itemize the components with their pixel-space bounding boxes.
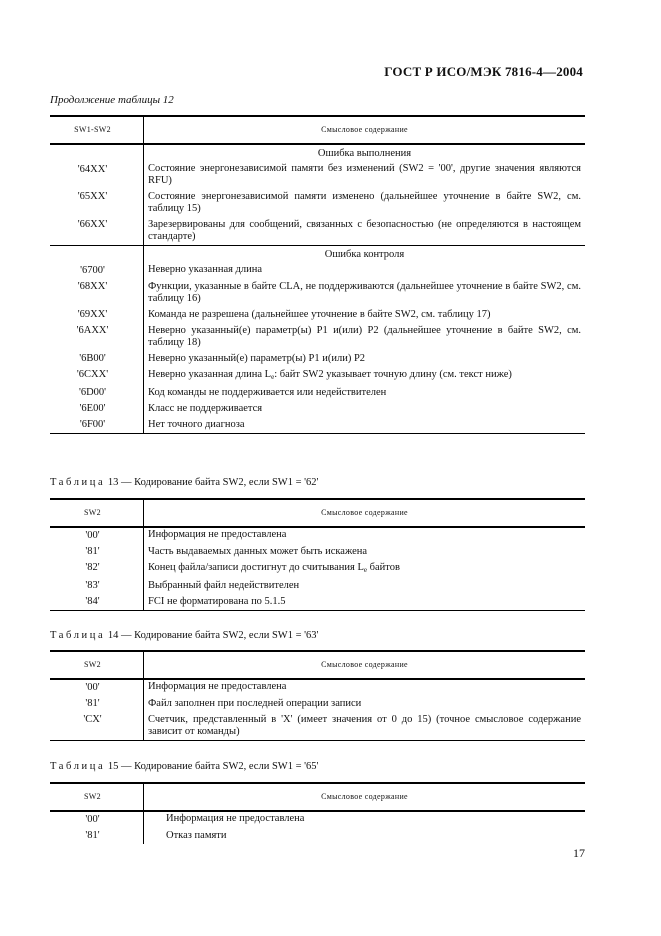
- meaning-cell: FCI не форматирована по 5.1.5: [144, 594, 586, 611]
- code-cell: '00': [50, 679, 144, 696]
- table-row: [50, 828, 585, 844]
- table-12: [50, 115, 585, 434]
- code-cell: '82': [50, 560, 144, 578]
- code-cell: '69XX': [50, 307, 144, 323]
- meaning-cell: Отказ памяти: [166, 830, 227, 841]
- code-cell: '6F00': [50, 417, 144, 434]
- code-cell: '00': [50, 527, 144, 544]
- header-sw2: SW2: [50, 783, 144, 811]
- meaning-cell: Информация не предоставлена: [148, 529, 287, 540]
- meaning-text-part: Конец файла/записи достигнут до считывания L: [148, 562, 364, 573]
- meaning-cell: Состояние энергонезависимой памяти без изменений (SW2 = '00', другие значения являются RFU): [148, 163, 581, 186]
- meaning-cell: Неверно указанная длина: [148, 264, 263, 275]
- table-header-row: [50, 116, 585, 144]
- caption-label: Таблица: [50, 630, 106, 641]
- code-cell: 'CX': [50, 712, 144, 741]
- meaning-cell: Неверно указанный(е) параметр(ы) P1 и(или) P2 (дальнейшее уточнение в байте SW2, см. таблицу 18): [148, 325, 581, 348]
- meaning-cell: Выбранный файл недействителен: [148, 580, 300, 591]
- meaning-cell: Файл заполнен при последней операции записи: [148, 698, 362, 709]
- table-row: [50, 263, 585, 279]
- header-meaning: Смысловое содержание: [144, 783, 586, 811]
- code-cell: '68XX': [50, 279, 144, 307]
- subscript-e: e: [363, 566, 367, 574]
- header-sw1-sw2: SW1-SW2: [50, 116, 144, 144]
- subscript-e: e: [271, 373, 275, 381]
- table-header-row: [50, 651, 585, 679]
- table-row: [50, 367, 585, 385]
- code-cell: '81': [50, 696, 144, 712]
- table-row: [50, 307, 585, 323]
- table-continuation-note: Продолжение таблицы 12: [50, 94, 174, 106]
- meaning-text-part: Неверно указанная длина L: [148, 369, 272, 380]
- meaning-cell: Код команды не поддерживается или недействителен: [148, 387, 387, 398]
- table-row: [50, 578, 585, 594]
- code-cell: '6700': [50, 263, 144, 279]
- header-meaning: Смысловое содержание: [144, 651, 586, 679]
- table-row: [50, 712, 585, 741]
- code-cell: '84': [50, 594, 144, 611]
- caption-text: 13 — Кодирование байта SW2, если SW1 = '62': [107, 477, 319, 488]
- code-cell: '81': [50, 828, 144, 844]
- caption-label: Таблица: [50, 477, 106, 488]
- code-cell: '6D00': [50, 385, 144, 401]
- table-14-caption: [50, 630, 318, 641]
- header-meaning: Смысловое содержание: [144, 499, 586, 527]
- table-row: [50, 544, 585, 560]
- table-row: [50, 385, 585, 401]
- code-cell: '83': [50, 578, 144, 594]
- caption-text: 15 — Кодирование байта SW2, если SW1 = '65': [107, 761, 319, 772]
- table-row: [50, 401, 585, 417]
- table-13: [50, 498, 585, 611]
- header-sw2: SW2: [50, 651, 144, 679]
- meaning-cell: Команда не разрешена (дальнейшее уточнение в байте SW2, см. таблицу 17): [148, 309, 491, 320]
- document-header: ГОСТ Р ИСО/МЭК 7816-4—2004: [384, 64, 583, 79]
- table-row: [50, 217, 585, 246]
- table-header-row: [50, 783, 585, 811]
- table-row: [50, 679, 585, 696]
- table-row: [50, 594, 585, 611]
- section-title-row: [50, 144, 585, 162]
- meaning-cell: Неверно указанный(е) параметр(ы) P1 и(или) P2: [148, 353, 366, 364]
- table-row: [50, 417, 585, 434]
- meaning-cell: [144, 367, 586, 385]
- code-cell: '00': [50, 811, 144, 828]
- meaning-cell: Счетчик, представленный в 'X' (имеет значения от 0 до 15) (точное смысловое содержание зависит от команды): [144, 712, 586, 741]
- meaning-text-part: : байт SW2 указывает точную длину (см. текст ниже): [274, 369, 512, 380]
- table-row: [50, 351, 585, 367]
- table-13-caption: [50, 477, 318, 488]
- table-row: [50, 323, 585, 351]
- header-meaning: Смысловое содержание: [144, 116, 586, 144]
- meaning-cell: Класс не поддерживается: [148, 403, 263, 414]
- page-number: 17: [573, 846, 585, 860]
- code-cell: '66XX': [50, 217, 144, 246]
- table-row: [50, 811, 585, 828]
- section-title-execution-error: Ошибка выполнения: [317, 148, 412, 159]
- table-row: [50, 560, 585, 578]
- meaning-cell: Зарезервированы для сообщений, связанных с безопасностью (не определяются в настоящем стандарте): [148, 219, 581, 242]
- caption-text: 14 — Кодирование байта SW2, если SW1 = '63': [107, 630, 319, 641]
- table-row: [50, 527, 585, 544]
- code-cell: '65XX': [50, 189, 144, 217]
- caption-label: Таблица: [50, 761, 106, 772]
- meaning-cell: Функции, указанные в байте CLA, не поддерживаются (дальнейшее уточнение в байте SW2, см. таблицу 16): [148, 281, 581, 304]
- code-cell: '6AXX': [50, 323, 144, 351]
- section-title-check-error: Ошибка контроля: [144, 246, 586, 264]
- table-14: [50, 650, 585, 741]
- table-row: [50, 162, 585, 189]
- table-row: [50, 189, 585, 217]
- meaning-cell: Состояние энергонезависимой памяти изменено (дальнейшее уточнение в байте SW2, см. таблицу 15): [148, 191, 581, 214]
- section-title-row: [50, 246, 585, 264]
- code-cell: '64XX': [50, 162, 144, 189]
- table-15-caption: [50, 761, 318, 772]
- meaning-cell: [144, 560, 586, 578]
- table-header-row: [50, 499, 585, 527]
- code-cell: '81': [50, 544, 144, 560]
- table-row: [50, 696, 585, 712]
- header-sw2: SW2: [50, 499, 144, 527]
- table-row: [50, 279, 585, 307]
- meaning-cell: Часть выдаваемых данных может быть искажена: [148, 546, 368, 557]
- meaning-cell: Информация не предоставлена: [166, 813, 305, 824]
- table-15: [50, 782, 585, 844]
- meaning-text-part: байтов: [367, 562, 400, 573]
- meaning-cell: Нет точного диагноза: [144, 417, 586, 434]
- code-cell: '6E00': [50, 401, 144, 417]
- code-cell: '6B00': [50, 351, 144, 367]
- meaning-cell: Информация не предоставлена: [148, 681, 287, 692]
- code-cell: '6CXX': [50, 367, 144, 385]
